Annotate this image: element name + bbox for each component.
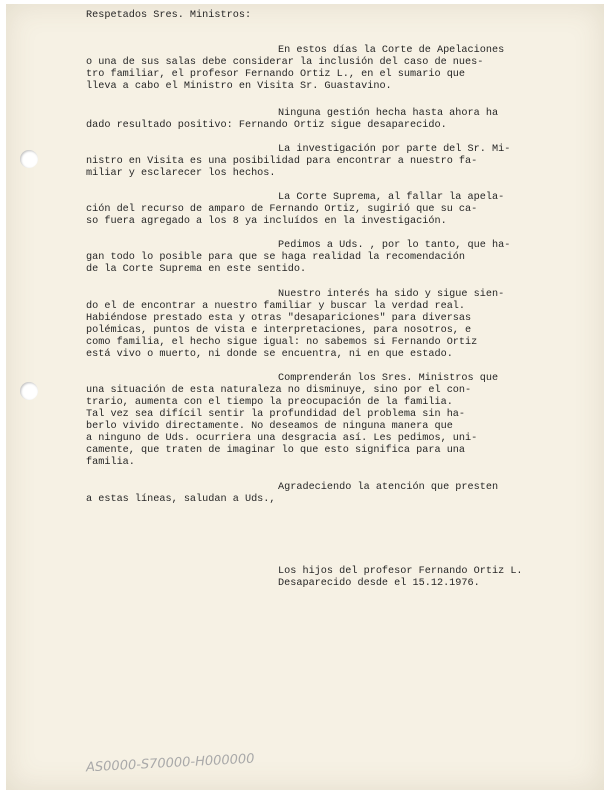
pencil-archive-note: AS0000-S70000-H000000 [85, 751, 255, 776]
paragraph-line: nistro en Visita es una posibilidad para encontrar a nuestro fa- [86, 156, 478, 167]
paragraph-line: tro familiar, el profesor Fernando Ortiz L., en el sumario que [86, 69, 466, 80]
paragraph-line: o una de sus salas debe considerar la inclusión del caso de nues- [86, 57, 484, 68]
paragraph-line: Tal vez sea difícil sentir la profundidad del problema sin ha- [86, 409, 466, 420]
paragraph-line: está vivo o muerto, ni donde se encuentra, ni en que estado. [86, 349, 453, 360]
paragraph-line: Agradeciendo la atención que presten [278, 482, 499, 493]
paragraph-line: a ninguno de Uds. ocurriera una desgracia así. Les pedimos, uni- [86, 433, 478, 444]
paragraph-line: gan todo lo posible para que se haga realidad la recomendación [86, 252, 466, 263]
paragraph-line: miliar y esclarecer los hechos. [86, 168, 276, 179]
punch-hole-top [20, 150, 38, 168]
paragraph-line: de la Corte Suprema en este sentido. [86, 264, 307, 275]
paragraph-line: una situación de esta naturaleza no disminuye, sino por el con- [86, 385, 472, 396]
paragraph-line: polémicas, puntos de vista e interpretaciones, para nosotros, e [86, 325, 472, 336]
paragraph-line: ción del recurso de amparo de Fernando Ortiz, sugirió que su ca- [86, 204, 478, 215]
paragraph-line: dado resultado positivo: Fernando Ortiz sigue desaparecido. [86, 120, 447, 131]
paragraph-line: lleva a cabo el Ministro en Visita Sr. Guastavino. [86, 81, 392, 92]
paragraph-line: familia. [86, 457, 135, 468]
paragraph-line: do el de encontrar a nuestro familiar y buscar la verdad real. [86, 301, 466, 312]
paragraph-line: Comprenderán los Sres. Ministros que [278, 373, 499, 384]
paragraph-line: Ninguna gestión hecha hasta ahora ha [278, 108, 499, 119]
paragraph-line: La Corte Suprema, al fallar la apela- [278, 192, 505, 203]
punch-hole-bottom [20, 382, 38, 400]
paragraph-line: trario, aumenta con el tiempo la preocupación de la familia. [86, 397, 453, 408]
salutation: Respetados Sres. Ministros: [86, 10, 252, 21]
paragraph-line: Nuestro interés ha sido y sigue sien- [278, 289, 505, 300]
paragraph-line: Pedimos a Uds. , por lo tanto, que ha- [278, 240, 511, 251]
paragraph-line: a estas líneas, saludan a Uds., [86, 494, 276, 505]
paragraph-line: como familia, el hecho sigue igual: no sabemos si Fernando Ortiz [86, 337, 478, 348]
paragraph-line: so fuera agregado a los 8 ya incluídos en la investigación. [86, 216, 447, 227]
paragraph-line: Habiéndose prestado esta y otras "desapariciones" para diversas [86, 313, 472, 324]
letter-page [6, 4, 604, 790]
paragraph-line: La investigación por parte del Sr. Mi- [278, 144, 511, 155]
paragraph-line: camente, que traten de imaginar lo que esto significa para una [86, 445, 466, 456]
paragraph-line: En estos días la Corte de Apelaciones [278, 45, 505, 56]
signature-line: Los hijos del profesor Fernando Ortiz L. [278, 566, 523, 577]
paragraph-line: berlo vivido directamente. No deseamos de ninguna manera que [86, 421, 453, 432]
signature-line: Desaparecido desde el 15.12.1976. [278, 578, 480, 589]
